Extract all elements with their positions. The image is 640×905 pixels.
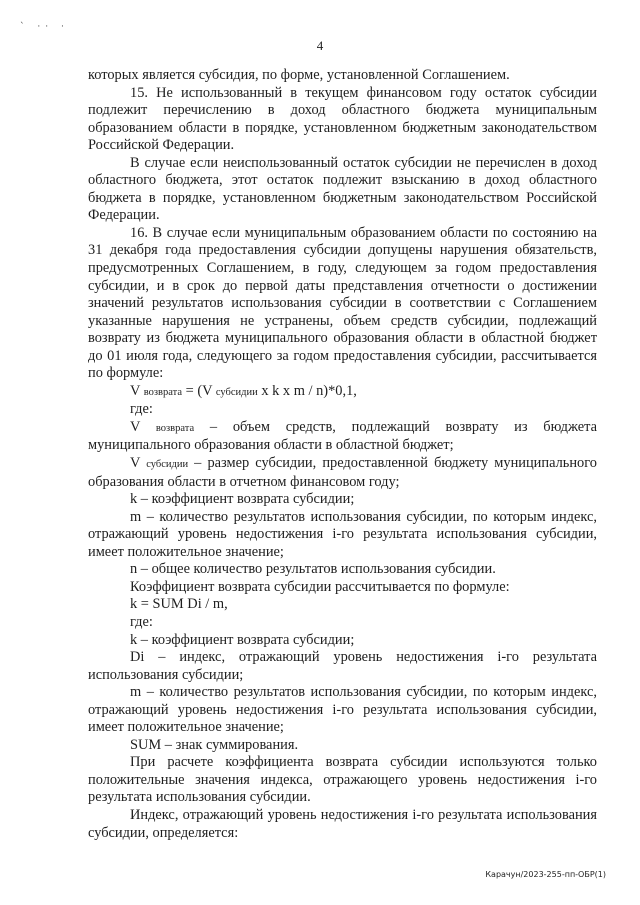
paragraph-index-definition: Индекс, отражающий уровень недостижения i-го результата использования субсидии, определяется: bbox=[88, 806, 597, 841]
def-v-subscript: субсидии bbox=[146, 459, 189, 471]
paragraph-15-recovery: В случае если неиспользованный остаток субсидии не перечислен в доход областного бюджета, этот остаток подлежит взысканию в доход областного бюджета в порядке, установленном бюджетным законодательством Российской Федерации. bbox=[88, 154, 597, 224]
definition-v-subsidy bbox=[88, 455, 597, 491]
footer-document-code: Карачун/2023-255-пп-ОБР(1) bbox=[485, 870, 606, 879]
paragraph-positive-values: При расчете коэффициента возврата субсидии используются только положительные значения индекса, отражающего уровень недостижения i-го результата использования субсидии. bbox=[88, 754, 597, 806]
definition-k: k – коэффициент возврата субсидии; bbox=[130, 491, 355, 508]
def-v-subscript: возврата bbox=[155, 422, 195, 434]
formula-v-subsidy-subscript: субсидии bbox=[215, 386, 258, 398]
page-number: 4 bbox=[316, 38, 324, 53]
definition-v-return bbox=[88, 419, 597, 455]
where-label: где: bbox=[130, 401, 153, 418]
paragraph-16: 16. В случае если муниципальным образованием области по состоянию на 31 декабря года предоставления субсидии допущены нарушения обязательств, предусмотренных Соглашением, в году, следующем за годом предоставления субсидии, и в срок до первой даты представления отчетности о достижении значений результатов использования субсидии в соответствии с Соглашением указанные нарушения не устранены, объем средств субсидии, подлежащий возврату из бюджета муниципального образования области в областной бюджет до 01 июля года, следующего за годом предоставления субсидии, рассчитывается по формуле: bbox=[88, 224, 597, 382]
def-text: – объем средств, подлежащий возврату из бюджета муниципального образования области в областной бюджет; bbox=[88, 418, 597, 454]
def-text: – размер субсидии, предоставленной бюджету муниципального образования области в отчетном финансовом году; bbox=[88, 455, 597, 490]
document-body bbox=[88, 67, 597, 842]
paragraph-15: 15. Не использованный в текущем финансовом году остаток субсидии подлежит перечислению в доход областного бюджета муниципальным образованием области в порядке, установленном бюджетным законодательством Российской Федерации. bbox=[88, 84, 597, 154]
where-label: где: bbox=[130, 613, 153, 630]
paragraph-coefficient: Коэффициент возврата субсидии рассчитывается по формуле: bbox=[130, 578, 510, 595]
definition-n: n – общее количество результатов использования субсидии. bbox=[130, 561, 496, 578]
formula-coefficient: k = SUM Di / m, bbox=[130, 596, 228, 613]
formula-v: V bbox=[130, 382, 141, 399]
paragraph-continuation: которых является субсидия, по форме, установленной Соглашением. bbox=[88, 67, 510, 83]
definition-sum: SUM – знак суммирования. bbox=[130, 736, 299, 753]
def-v: V bbox=[130, 418, 141, 435]
corner-scan-marks: ` ·· · bbox=[20, 22, 69, 32]
def-v: V bbox=[130, 455, 141, 472]
formula-rest: x k x m / n)*0,1, bbox=[261, 382, 357, 399]
formula-part: = (V bbox=[185, 382, 213, 399]
formula-v-subscript: возврата bbox=[143, 386, 183, 398]
definition-m: m – количество результатов использования субсидии, по которым индекс, отражающий уровень недостижения i-го результата использования субсидии, имеет положительное значение; bbox=[88, 684, 597, 736]
definition-m: m – количество результатов использования субсидии, по которым индекс, отражающий уровень недостижения i-го результата использования субсидии, имеет положительное значение; bbox=[88, 508, 597, 560]
definition-k: k – коэффициент возврата субсидии; bbox=[130, 631, 355, 648]
formula-return-volume bbox=[88, 383, 597, 402]
definition-di: Di – индекс, отражающий уровень недостижения i-го результата использования субсидии; bbox=[88, 649, 597, 683]
